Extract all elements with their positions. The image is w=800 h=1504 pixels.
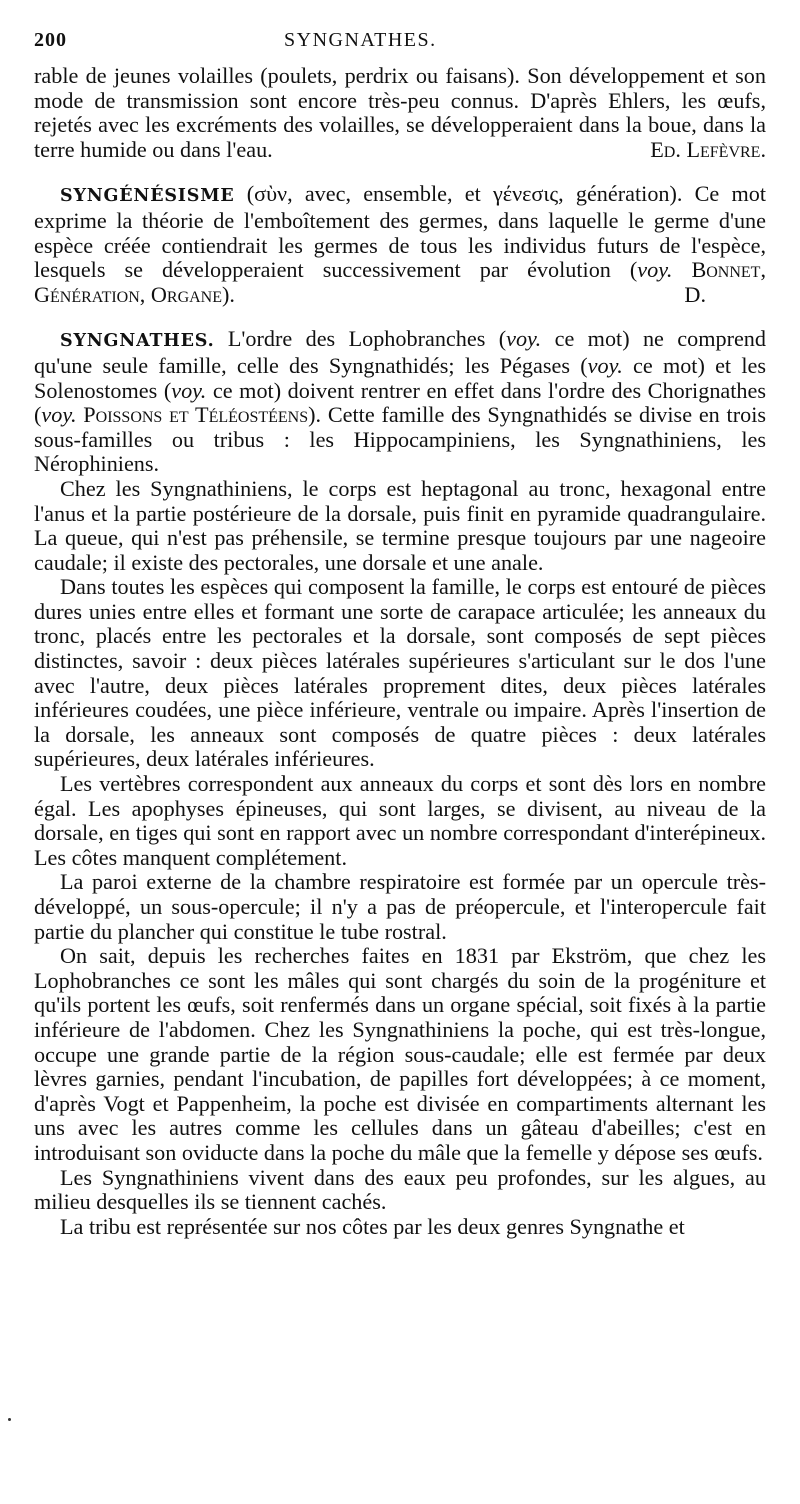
document-page: [34, 28, 766, 1239]
syngnathes-paragraph-4: Les vertèbres correspondent aux anneaux du corps et sont dès lors en nombre égal. Les apophyses épineuses, qui sont larges, se divisent, au niveau de la dorsale, en tiges qui sont en rapport avec un nombre correspondant d'interépineux. Les côtes manquent complétement.: [34, 771, 766, 870]
syngnathes-paragraph-2: Chez les Syngnathiniens, le corps est heptagonal au tronc, hexagonal entre l'anus et la partie postérieure de la dorsale, puis finit en pyramide quadrangulaire. La queue, qui n'est pas préhensile, se termine presque toujours par une nageoire caudale; il existe des pectorales, une dorsale et une anale.: [34, 475, 766, 575]
entry-syngenesisme-text: SYNGÉNÉSISME (σὺν, avec, ensemble, et γένεσις, génération). Ce mot exprime la théorie de l'emboîtement des germes, dans laquelle le germe d'une espèce créée contiendrait les germes de tous les individus futurs de l'espèce, lesquels se développeraient successivement par évolution (voy. Bonnet, Génération, Organe). D.: [34, 181, 766, 307]
signature-d: D.: [684, 281, 706, 307]
syngnathes-paragraph-6: On sait, depuis les recherches faites en 1831 par Ekström, que chez les Lophobranches ce sont les mâles qui sont chargés du soin de la progéniture et qu'ils portent les œufs, soit renfermés dans un organe spécial, soit fixés à la partie inférieure de l'abdomen. Chez les Syngnathiniens la poche, qui est très-longue, occupe une grande partie de la région sous-caudale; elle est fermée par deux lèvres garnies, pendant l'incubation, de papilles fort développées; à ce moment, d'après Vogt et Pappenheim, la poche est divisée en compartiments alternant les uns avec les autres comme les cellules dans un gâteau d'abeilles; c'est en introduisant son oviducte dans la poche du mâle que la femelle y dépose ses œufs.: [34, 943, 766, 1165]
entry-syngnathes: [34, 327, 766, 1239]
cross-references-poissons: Poissons et Téléostéens: [76, 402, 309, 428]
page-number: 200: [34, 29, 67, 51]
cross-references: Bonnet, Génération, Organe: [34, 257, 766, 307]
syngnathes-paragraph-1: SYNGNATHES. L'ordre des Lophobranches (voy. ce mot) ne comprend qu'une seule famille, celle des Syngnathidés; les Pégases (voy. ce mot) et les Solenostomes (voy. ce mot) doivent rentrer en effet dans l'ordre des Chorignathes (voy. Poissons et Téléostéens). Cette famille des Syngnathidés se divise en trois sous-familles ou tribus : les Hippocampiniens, les Syngnathiniens, les Nérophiniens.: [34, 326, 766, 477]
continuation-text: rable de jeunes volailles (poulets, perdrix ou faisans). Son développement et son mode de transmission sont encore très-peu connus. D'après Ehlers, les œufs, rejetés avec les excréments des volailles, se développeraient dans la boue, dans la terre humide ou dans l'eau. Ed. Lefèvre.: [34, 63, 766, 162]
continuation-paragraph: [34, 64, 766, 162]
headword-syngnathes: SYNGNATHES.: [60, 331, 215, 352]
headword-syngenesisme: SYNGÉNÉSISME: [60, 186, 235, 207]
print-speck: [8, 1418, 11, 1421]
page-header: [34, 28, 766, 58]
running-title: SYNGNATHES.: [284, 29, 437, 51]
syngnathes-paragraph-3: Dans toutes les espèces qui composent la famille, le corps est entouré de pièces dures unies entre elles et formant une sorte de carapace articulée; les anneaux du tronc, placés entre les pectorales et la dorsale, sont composés de sept pièces distinctes, savoir : deux pièces latérales supérieures s'articulant sur le dos l'une avec l'autre, deux pièces latérales proprement dites, deux pièces latérales inférieures coudées, une pièce inférieure, ventrale ou impaire. Après l'insertion de la dorsale, les anneaux sont composés de quatre pièces : deux latérales supérieures, deux latérales inférieures.: [34, 574, 766, 772]
syngnathes-paragraph-8: La tribu est représentée sur nos côtes par les deux genres Syngnathe et: [60, 1213, 685, 1239]
syngnathes-paragraph-5: La paroi externe de la chambre respiratoire est formée par un opercule très-développé, un sous-opercule; il n'y a pas de préopercule, et l'interopercule fait partie du plancher qui constitue le tube rostral.: [34, 869, 766, 944]
syngnathes-paragraph-7: Les Syngnathiniens vivent dans des eaux peu profondes, sur les algues, au milieu desquelles ils se tiennent cachés.: [34, 1164, 766, 1215]
signature-lefevre: Ed. Lefèvre.: [650, 136, 766, 162]
entry-syngenesisme: [34, 182, 766, 307]
